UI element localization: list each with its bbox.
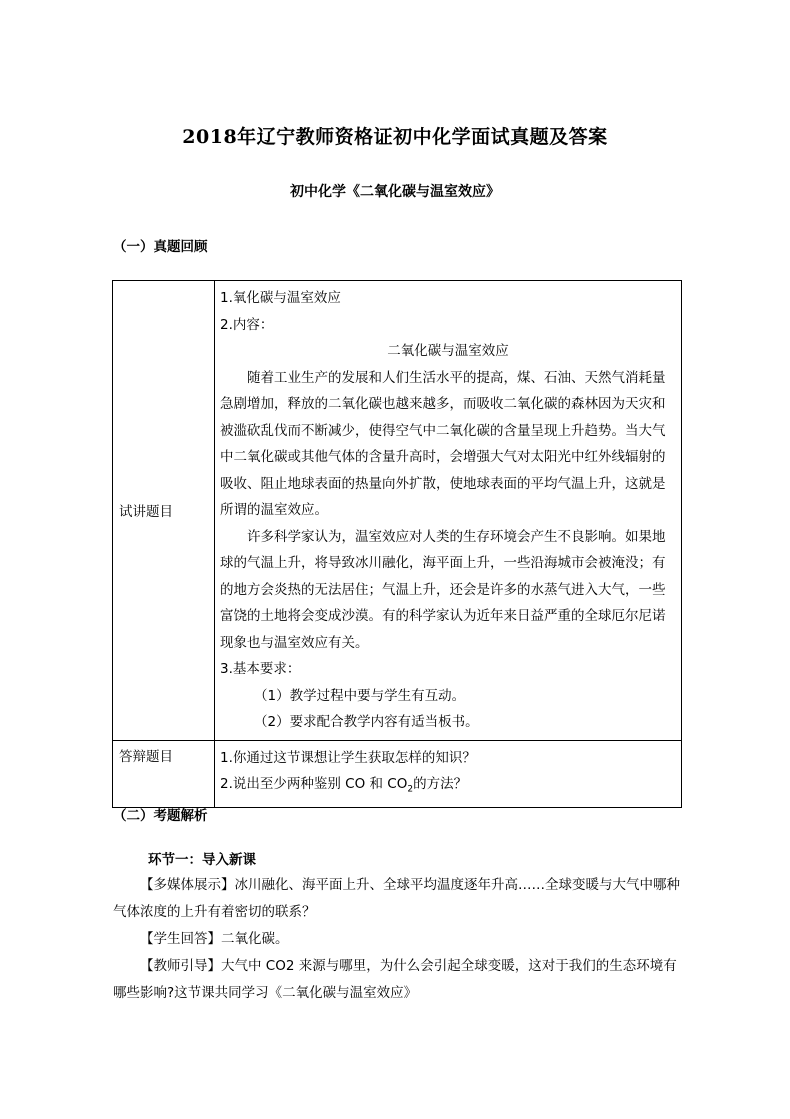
question-table — [112, 280, 682, 808]
topic-line: 1.氧化碳与温室效应 — [220, 290, 341, 306]
document-subtitle: 初中化学《二氧化碳与温室效应》 — [290, 184, 500, 200]
analysis-paragraph-1: 【多媒体展示】冰川融化、海平面上升、全球平均温度逐年升高……全球变暖与大气中哪种气体浓度的上升有着密切的联系？ — [113, 877, 680, 920]
table-row — [113, 281, 682, 741]
section-heading-analysis: （二）考题解析 — [113, 808, 208, 824]
analysis-body — [113, 872, 683, 1007]
passage-title: 二氧化碳与温室效应 — [387, 343, 509, 359]
passage-paragraph-1: 随着工业生产的发展和人们生活水平的提高，煤、石油、天然气消耗量急剧增加，释放的二氧化碳也越来越多，而吸收二氧化碳的森林因为天灾和被滥砍乱伐而不断减少，使得空气中二氧化碳的含量呈现上升趋势。当大气中二氧化碳或其他气体的含量升高时，会增强大气对太阳光中红外线辐射的吸收、阻止地球表面的热量向外扩散，使地球表面的平均气温上升，这就是所谓的温室效应。 — [220, 369, 666, 518]
requirement-2: （2）要求配合教学内容有适当板书。 — [254, 714, 479, 730]
defense-question-1: 1.你通过这节课想让学生获取怎样的知识？ — [220, 749, 476, 766]
lecture-topic-content — [215, 281, 682, 741]
row-label-defense-questions: 答辩题目 — [113, 740, 215, 808]
section-heading-review: （一）真题回顾 — [113, 239, 208, 255]
requirement-1: （1）教学过程中要与学生有互动。 — [254, 687, 466, 704]
row-label-lecture-topic: 试讲题目 — [113, 281, 215, 741]
analysis-step-heading: 环节一：导入新课 — [148, 852, 256, 868]
table-row — [113, 740, 682, 808]
analysis-paragraph-3: 【教师引导】大气中 CO2 来源与哪里，为什么会引起全球变暖，这对于我们的生态环境有哪些影响?这节课共同学习《二氧化碳与温室效应》 — [113, 958, 677, 1001]
document-title: 2018年辽宁教师资格证初中化学面试真题及答案 — [182, 126, 608, 148]
passage-paragraph-2: 许多科学家认为，温室效应对人类的生存环境会产生不良影响。如果地球的气温上升，将导致冰川融化，海平面上升，一些沿海城市会被淹没；有的地方会炎热的无法居住；气温上升，还会是许多的水蒸气进入大气，一些富饶的土地将会变成沙漠。有的科学家认为近年来日益严重的全球厄尔尼诺现象也与温室效应有关。 — [220, 528, 666, 651]
defense-question-2: 2.说出至少两种鉴别 CO 和 $CO_2$的方法？ — [220, 776, 468, 795]
requirements-label: 3.基本要求： — [220, 661, 301, 677]
analysis-paragraph-2: 【学生回答】二氧化碳。 — [140, 931, 289, 947]
content-label: 2.内容： — [220, 316, 274, 333]
defense-questions-content — [215, 740, 682, 808]
